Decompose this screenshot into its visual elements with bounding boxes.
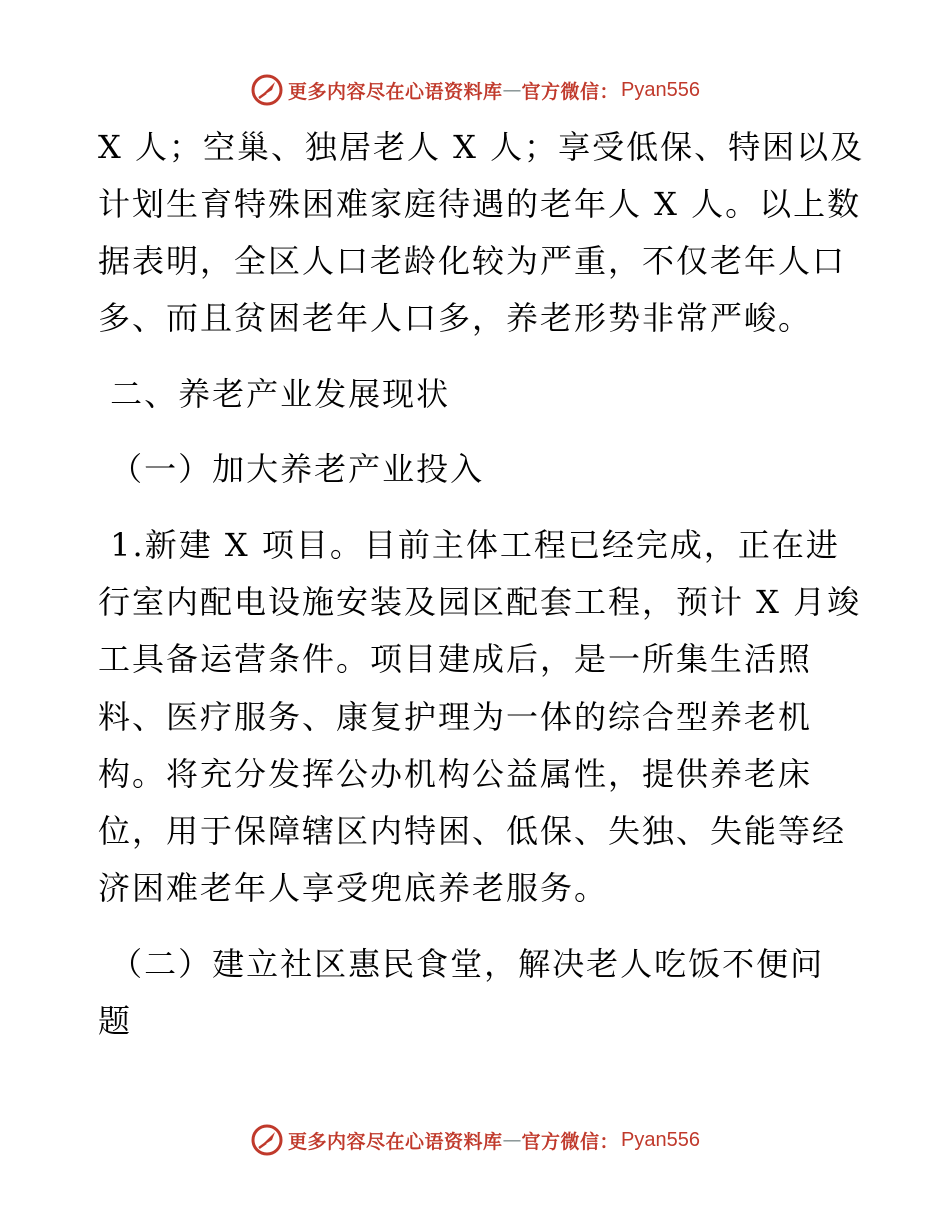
text-line: 构。将充分发挥公办机构公益属性，提供养老床 (98, 755, 813, 793)
header-watermark (0, 70, 950, 110)
text-line: 计划生育特殊困难家庭待遇的老年人 X 人。以上数 (98, 185, 862, 223)
subsection-heading: （一）加大养老产业投入 (98, 450, 485, 488)
text-line: 据表明，全区人口老龄化较为严重，不仅老年人口 (98, 242, 847, 280)
text-line: 料、医疗服务、康复护理为一体的综合型养老机 (98, 698, 813, 736)
watermark-dash: — (502, 1129, 522, 1151)
quill-logo-icon (250, 73, 284, 107)
watermark-text: 更多内容尽在心语资料库 (288, 80, 503, 103)
text-line: 工具备运营条件。项目建成后，是一所集生活照 (98, 640, 813, 678)
watermark-text: 更多内容尽在心语资料库 (288, 1130, 503, 1153)
section-heading: 二、养老产业发展现状 (98, 375, 451, 413)
text-line: 1.新建 X 项目。目前主体工程已经完成，正在进 (98, 526, 840, 564)
text-line: 济困难老年人享受兜底养老服务。 (98, 869, 609, 907)
watermark-account-label: 官方微信： (521, 1130, 620, 1153)
watermark-account-id: Pyan556 (621, 1128, 700, 1151)
watermark-account-label: 官方微信： (521, 80, 620, 103)
footer-watermark (0, 1120, 950, 1160)
text-line: 多、而且贫困老年人口多，养老形势非常严峻。 (98, 299, 813, 337)
watermark-dash: — (502, 79, 522, 101)
text-line: X 人；空巢、独居老人 X 人；享受低保、特困以及 (98, 128, 865, 166)
subsection-heading: （二）建立社区惠民食堂，解决老人吃饭不便问 (98, 945, 825, 983)
quill-logo-icon (250, 1123, 284, 1157)
text-line: 行室内配电设施安装及园区配套工程，预计 X 月竣 (98, 583, 862, 621)
watermark-account-id: Pyan556 (621, 78, 700, 101)
text-line: 位，用于保障辖区内特困、低保、失独、失能等经 (98, 812, 847, 850)
text-line: 题 (98, 1002, 133, 1040)
